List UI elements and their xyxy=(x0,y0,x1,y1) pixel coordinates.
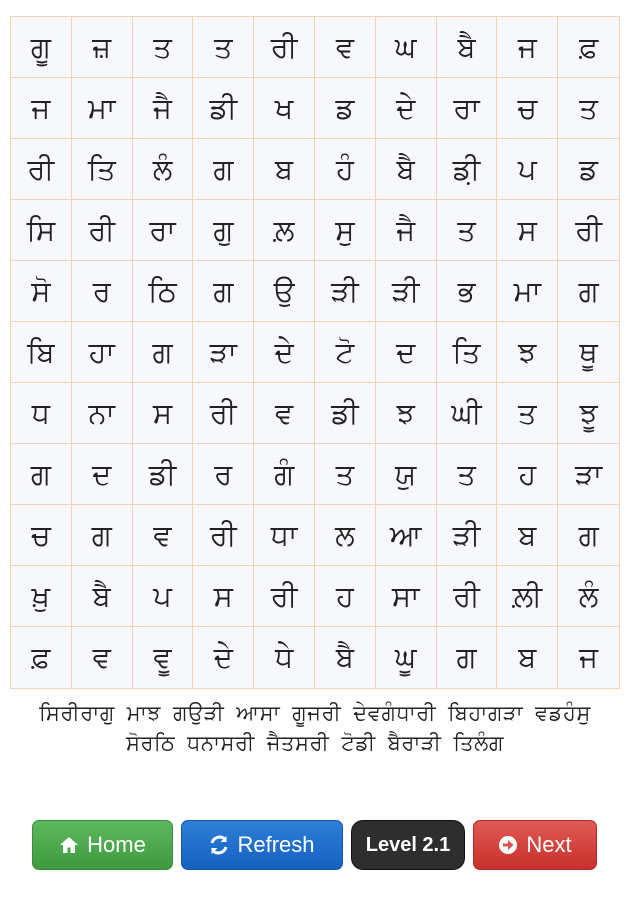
grid-cell[interactable]: ਡ਼ੀ xyxy=(437,139,498,200)
grid-cell[interactable]: ਬੈ xyxy=(72,566,133,627)
grid-cell[interactable]: ਡ xyxy=(558,139,619,200)
grid-cell[interactable]: ਰੀ xyxy=(437,566,498,627)
grid-cell[interactable]: ਗੰ xyxy=(254,444,315,505)
word-item: ਧਨਾਸਰੀ xyxy=(187,731,255,755)
grid-cell[interactable]: ਤਿ xyxy=(72,139,133,200)
grid-cell[interactable]: ਝੂ xyxy=(558,383,619,444)
grid-cell[interactable]: ਧਾ xyxy=(254,505,315,566)
grid-cell[interactable]: ਲੰ xyxy=(558,566,619,627)
grid-cell[interactable]: ਡੀ xyxy=(133,444,194,505)
home-icon xyxy=(59,836,79,854)
word-item: ਟੋਡੀ xyxy=(341,731,376,755)
grid-cell[interactable]: ੜਾ xyxy=(193,322,254,383)
grid-cell[interactable]: ਬਿ xyxy=(11,322,72,383)
word-item: ਮਾਝ xyxy=(126,701,161,725)
word-item: ਆਸਾ xyxy=(236,701,281,725)
grid-cell[interactable]: ਫ਼ xyxy=(558,17,619,78)
grid-cell[interactable]: ਰੀ xyxy=(254,17,315,78)
grid-cell[interactable]: ਨਾ xyxy=(72,383,133,444)
grid-cell[interactable]: ਲ xyxy=(315,505,376,566)
word-item: ਸਿਰੀਰਾਗੁ xyxy=(39,701,115,725)
grid-cell[interactable]: ਪ xyxy=(497,139,558,200)
grid-cell[interactable]: ਯੁ xyxy=(376,444,437,505)
grid-cell[interactable]: ਆ xyxy=(376,505,437,566)
grid-cell[interactable]: ਖ xyxy=(254,78,315,139)
word-item: ਤਿਲੰਗ xyxy=(453,731,504,755)
word-item: ਸੋਰਠਿ xyxy=(126,731,176,755)
grid-cell[interactable]: ਸੋ xyxy=(11,261,72,322)
grid-cell[interactable]: ਸ xyxy=(497,200,558,261)
grid-cell[interactable]: ਜੈ xyxy=(133,78,194,139)
grid-cell[interactable]: ਥੂ xyxy=(558,322,619,383)
grid-cell[interactable]: ਗ xyxy=(558,261,619,322)
grid-cell[interactable]: ਉ xyxy=(254,261,315,322)
grid-cell[interactable]: ਤ xyxy=(497,383,558,444)
home-button[interactable] xyxy=(32,820,173,870)
grid-cell[interactable]: ਰਾ xyxy=(133,200,194,261)
level-badge xyxy=(351,820,465,870)
grid-cell[interactable]: ੜੀ xyxy=(315,261,376,322)
grid-cell[interactable]: ਫ਼ xyxy=(11,627,72,688)
grid-cell[interactable]: ਤ xyxy=(315,444,376,505)
grid-cell[interactable]: ਚ xyxy=(11,505,72,566)
grid-cell[interactable]: ਦ xyxy=(72,444,133,505)
grid-cell[interactable]: ਮਾ xyxy=(497,261,558,322)
grid-cell[interactable]: ਹ xyxy=(315,566,376,627)
grid-cell[interactable]: ੜਾ xyxy=(558,444,619,505)
grid-cell[interactable]: ਬੈ xyxy=(376,139,437,200)
grid-cell[interactable]: ਵ xyxy=(133,505,194,566)
grid-cell[interactable]: ਰੀ xyxy=(254,566,315,627)
grid-cell[interactable]: ਵ xyxy=(72,627,133,688)
grid-cell[interactable]: ਬ xyxy=(497,627,558,688)
grid-cell[interactable]: ਲ਼ xyxy=(254,200,315,261)
grid-cell[interactable]: ਸ xyxy=(133,383,194,444)
grid-cell[interactable]: ਗ xyxy=(11,444,72,505)
grid-cell[interactable]: ਰੀ xyxy=(193,383,254,444)
grid-cell[interactable]: ਸਿ xyxy=(11,200,72,261)
grid-cell[interactable]: ਖ਼ੁ xyxy=(11,566,72,627)
level-label: Level 2.1 xyxy=(365,833,451,856)
grid-cell[interactable]: ਰੀ xyxy=(11,139,72,200)
grid-cell[interactable]: ਠਿ xyxy=(133,261,194,322)
grid-cell[interactable]: ਬ xyxy=(497,505,558,566)
grid-cell[interactable]: ਰ xyxy=(72,261,133,322)
next-button[interactable] xyxy=(473,820,597,870)
word-item: ਬੈਰਾੜੀ xyxy=(387,731,442,755)
grid-cell[interactable]: ਗ xyxy=(193,139,254,200)
refresh-icon xyxy=(209,835,229,855)
grid-cell[interactable]: ਜੈ xyxy=(376,200,437,261)
grid-cell[interactable]: ਸਾ xyxy=(376,566,437,627)
grid-cell[interactable]: ਦੇ xyxy=(376,78,437,139)
button-bar xyxy=(32,820,597,870)
grid-cell[interactable]: ੜੀ xyxy=(376,261,437,322)
grid-cell[interactable]: ਜ਼ xyxy=(72,17,133,78)
grid-cell[interactable]: ਘੂ xyxy=(376,627,437,688)
grid-cell[interactable]: ਦੇ xyxy=(193,627,254,688)
grid-cell[interactable]: ਤ xyxy=(133,17,194,78)
grid-cell[interactable]: ਪ xyxy=(133,566,194,627)
grid-cell[interactable]: ਡੀ xyxy=(315,383,376,444)
word-item: ਬਿਹਾਗੜਾ xyxy=(448,701,524,725)
grid-cell[interactable]: ਗ xyxy=(558,505,619,566)
grid-cell[interactable]: ਰਾ xyxy=(437,78,498,139)
grid-cell[interactable]: ਗ xyxy=(133,322,194,383)
grid-cell[interactable]: ਘੀ xyxy=(437,383,498,444)
grid-cell[interactable]: ਡੀ xyxy=(193,78,254,139)
grid-cell[interactable]: ਰੀ xyxy=(72,200,133,261)
grid-cell[interactable]: ਮਾ xyxy=(72,78,133,139)
grid-cell[interactable]: ਬੈ xyxy=(437,17,498,78)
grid-cell[interactable]: ਧੇ xyxy=(254,627,315,688)
grid-cell[interactable]: ਚ xyxy=(497,78,558,139)
grid-cell[interactable]: ਲੰ xyxy=(133,139,194,200)
grid-cell[interactable]: ਰ xyxy=(193,444,254,505)
grid-cell[interactable]: ਗ xyxy=(72,505,133,566)
grid-cell[interactable]: ਸ xyxy=(193,566,254,627)
grid-cell[interactable]: ਗੂ xyxy=(11,17,72,78)
grid-cell[interactable]: ਲ਼ੀ xyxy=(497,566,558,627)
letter-grid xyxy=(10,16,620,689)
word-item: ਦੇਵਗੰਧਾਰੀ xyxy=(353,701,437,725)
grid-cell[interactable]: ਤ xyxy=(437,200,498,261)
grid-cell[interactable]: ਸੁ xyxy=(315,200,376,261)
home-label: Home xyxy=(87,832,146,857)
grid-cell[interactable]: ਗ xyxy=(193,261,254,322)
grid-cell[interactable]: ਹੰ xyxy=(315,139,376,200)
grid-cell[interactable]: ਵੂ xyxy=(133,627,194,688)
word-item: ਜੈਤਸਰੀ xyxy=(266,731,330,755)
grid-cell[interactable]: ੜੀ xyxy=(437,505,498,566)
grid-cell[interactable]: ਗੁ xyxy=(193,200,254,261)
grid-cell[interactable]: ਧ xyxy=(11,383,72,444)
grid-cell[interactable]: ਬ xyxy=(254,139,315,200)
word-list xyxy=(10,698,620,758)
grid-cell[interactable]: ਤ xyxy=(437,444,498,505)
grid-cell[interactable]: ਤ xyxy=(193,17,254,78)
grid-cell[interactable]: ਝ xyxy=(376,383,437,444)
grid-cell[interactable]: ਰੀ xyxy=(558,200,619,261)
word-item: ਗੂਜਰੀ xyxy=(292,701,342,725)
arrow-circle-right-icon xyxy=(498,835,518,855)
grid-cell[interactable]: ਤਿ xyxy=(437,322,498,383)
refresh-label: Refresh xyxy=(237,832,315,857)
grid-cell[interactable]: ਦੇ xyxy=(254,322,315,383)
grid-cell[interactable]: ਜ xyxy=(497,17,558,78)
grid-cell[interactable]: ਦ xyxy=(376,322,437,383)
word-item: ਵਡਹੰਸੁ xyxy=(535,701,591,725)
grid-cell[interactable]: ਗ xyxy=(437,627,498,688)
next-label: Next xyxy=(526,832,572,857)
grid-cell[interactable]: ਘ xyxy=(376,17,437,78)
grid-cell[interactable]: ਹਾ xyxy=(72,322,133,383)
grid-cell[interactable]: ਤ xyxy=(558,78,619,139)
grid-cell[interactable]: ਝ xyxy=(497,322,558,383)
grid-cell[interactable]: ਭ xyxy=(437,261,498,322)
grid-cell[interactable]: ਵ xyxy=(254,383,315,444)
grid-cell[interactable]: ਹ xyxy=(497,444,558,505)
grid-cell[interactable]: ਟੋ xyxy=(315,322,376,383)
grid-cell[interactable]: ਡ xyxy=(315,78,376,139)
grid-cell[interactable]: ਬੈ xyxy=(315,627,376,688)
refresh-button[interactable] xyxy=(181,820,343,870)
grid-cell[interactable]: ਰੀ xyxy=(193,505,254,566)
grid-cell[interactable]: ਜ xyxy=(11,78,72,139)
grid-cell[interactable]: ਜ xyxy=(579,640,599,674)
grid-cell[interactable]: ਵ xyxy=(315,17,376,78)
word-item: ਗਉੜੀ xyxy=(172,701,225,725)
